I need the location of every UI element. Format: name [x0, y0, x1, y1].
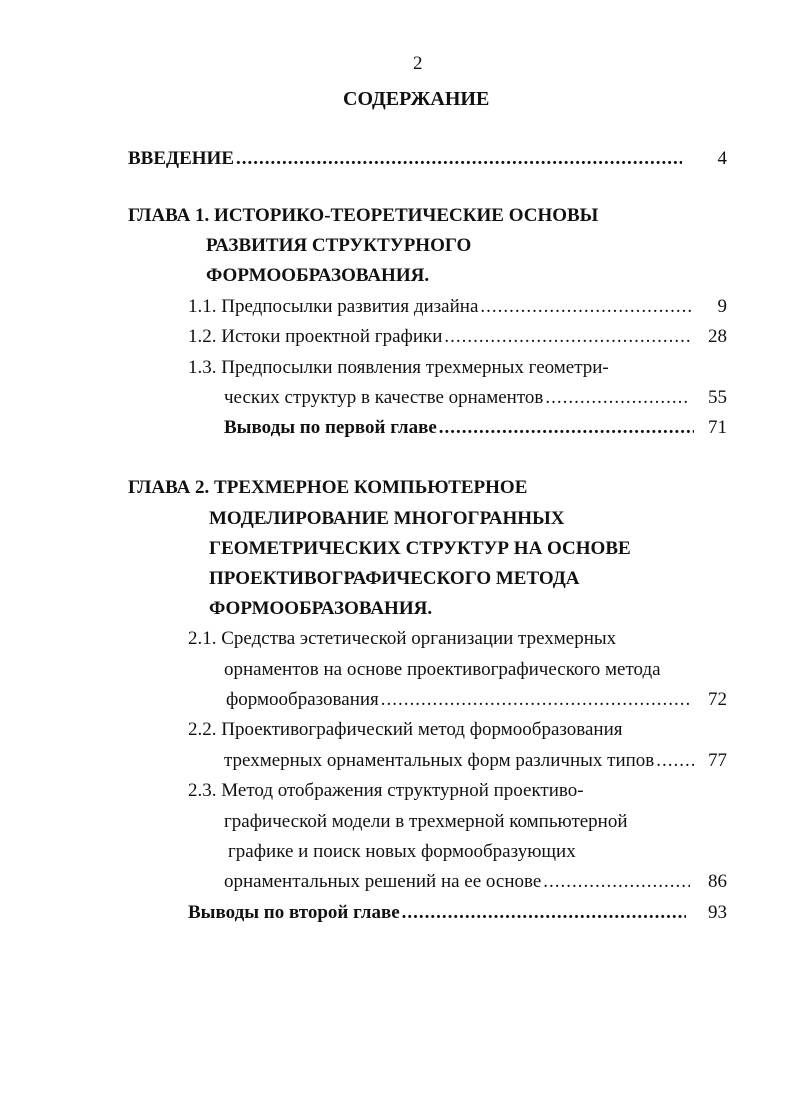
toc-entry-2-3: [224, 871, 690, 893]
toc-entry-page: 9: [717, 296, 727, 317]
toc-entry-2-1-line: 2.1. Средства эстетической организации трехмерных: [188, 628, 617, 649]
page-title: СОДЕРЖАНИЕ: [343, 88, 490, 110]
toc-entry-label: формообразования: [226, 689, 379, 710]
toc-entry-page: 71: [708, 417, 727, 438]
chapter-2-heading: ГЕОМЕТРИЧЕСКИХ СТРУКТУР НА ОСНОВЕ: [209, 538, 631, 559]
chapter-2-heading: ГЛАВА 2. ТРЕХМЕРНОЕ КОМПЬЮТЕРНОЕ: [128, 477, 528, 498]
toc-entry-label: ВВЕДЕНИЕ: [128, 148, 234, 169]
chapter-2-heading: ПРОЕКТИВОГРАФИЧЕСКОГО МЕТОДА: [209, 568, 580, 589]
toc-entry-conclusion-1: [224, 417, 694, 439]
toc-entry-2-2-line: 2.2. Проективографический метод формообразования: [188, 719, 623, 740]
toc-entry-page: 86: [708, 871, 727, 892]
dot-leader: [543, 871, 690, 893]
toc-entry-page: 93: [708, 902, 727, 923]
dot-leader: [444, 326, 690, 348]
toc-entry-page: 72: [708, 689, 727, 710]
toc-entry-label: ческих структур в качестве орнаментов: [224, 387, 544, 408]
toc-entry-label: Выводы по первой главе: [224, 417, 437, 438]
toc-entry-2-3-line: графической модели в трехмерной компьютерной: [224, 811, 628, 832]
toc-entry-label: Выводы по второй главе: [188, 902, 400, 923]
toc-entry-1-1: [188, 296, 694, 318]
toc-entry-1-3: [224, 387, 690, 409]
toc-entry-label: 1.2. Истоки проектной графики: [188, 326, 443, 347]
toc-entry-label: 1.1. Предпосылки развития дизайна: [188, 296, 479, 317]
chapter-1-heading: РАЗВИТИЯ СТРУКТУРНОГО: [206, 235, 472, 256]
chapter-1-heading: ФОРМООБРАЗОВАНИЯ.: [206, 265, 430, 286]
dot-leader: [236, 148, 682, 170]
toc-entry-1-2: [188, 326, 690, 348]
toc-entry-label: трехмерных орнаментальных форм различных типов: [224, 750, 655, 771]
toc-entry-page: 4: [717, 148, 727, 169]
toc-entry-conclusion-2: [188, 902, 686, 924]
page-number: 2: [413, 53, 423, 74]
toc-entry-intro: [128, 148, 682, 170]
toc-entry-page: 55: [708, 387, 727, 408]
toc-entry-2-2: [224, 750, 694, 772]
dot-leader: [381, 689, 690, 711]
dot-leader: [656, 750, 694, 772]
toc-entry-page: 28: [708, 326, 727, 347]
dot-leader: [480, 296, 694, 318]
toc-entry-2-1-line: орнаментов на основе проективографического метода: [224, 659, 661, 680]
chapter-2-heading: МОДЕЛИРОВАНИЕ МНОГОГРАННЫХ: [209, 508, 565, 529]
dot-leader: [439, 417, 694, 439]
chapter-1-heading: ГЛАВА 1. ИСТОРИКО-ТЕОРЕТИЧЕСКИЕ ОСНОВЫ: [128, 205, 599, 226]
toc-entry-2-1: [226, 689, 690, 711]
dot-leader: [545, 387, 690, 409]
chapter-2-heading: ФОРМООБРАЗОВАНИЯ.: [209, 598, 433, 619]
toc-entry-2-3-line: графике и поиск новых формообразующих: [228, 841, 576, 862]
dot-leader: [402, 902, 686, 924]
toc-entry-1-3-line: 1.3. Предпосылки появления трехмерных геометри-: [188, 357, 609, 378]
toc-entry-2-3-line: 2.3. Метод отображения структурной проективо-: [188, 780, 584, 801]
toc-entry-label: орнаментальных решений на ее основе: [224, 871, 542, 892]
toc-entry-page: 77: [708, 750, 727, 771]
